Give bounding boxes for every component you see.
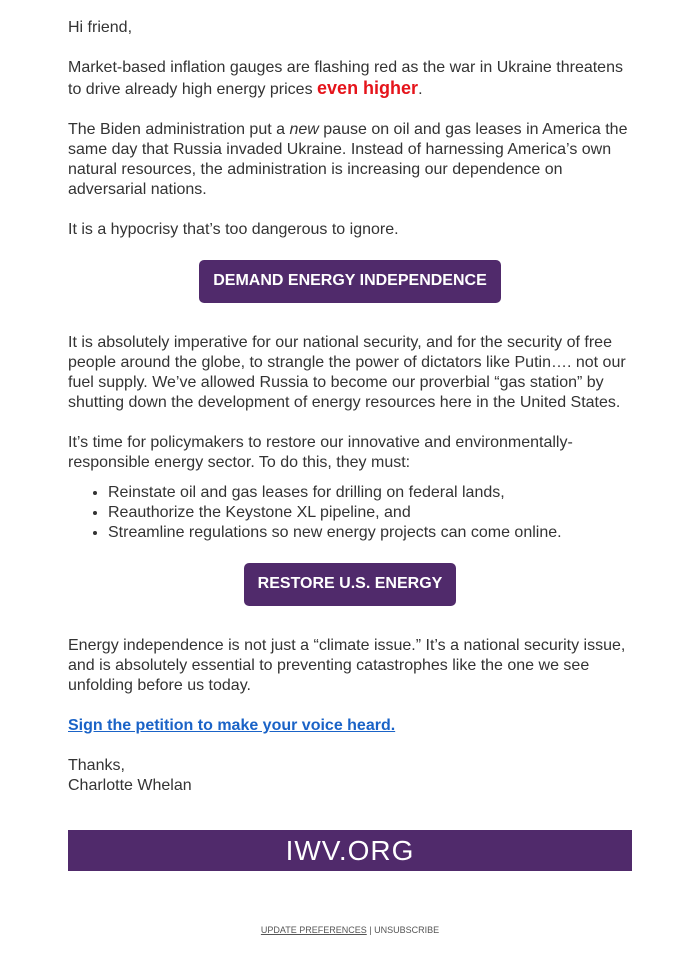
footer-separator: | bbox=[366, 925, 375, 935]
restore-us-energy-button[interactable]: RESTORE U.S. ENERGY bbox=[244, 563, 457, 606]
greeting: Hi friend, bbox=[68, 19, 133, 36]
list-item: • Reinstate oil and gas leases for drilling on federal lands, bbox=[108, 483, 632, 503]
signature: Charlotte Whelan bbox=[68, 777, 192, 794]
petition-paragraph bbox=[68, 716, 632, 736]
footer bbox=[0, 925, 700, 935]
unsubscribe-link[interactable]: UNSUBSCRIBE bbox=[374, 925, 440, 935]
paragraph-security: It is absolutely imperative for our national security, and for the security of free people around the globe, to strangle the power of dictators like Putin…. not our fuel supply. We’ve allowed Russia to become our proverbial “gas station” by shutting down the development of energy resources here in the United States. bbox=[68, 334, 626, 411]
signoff: Thanks, bbox=[68, 757, 125, 774]
paragraph-biden bbox=[68, 120, 632, 200]
paragraph-inflation-text: Market-based inflation gauges are flashing red as the war in Ukraine threatens to drive already high energy prices bbox=[68, 59, 623, 98]
update-preferences-link[interactable]: UPDATE PREFERENCES bbox=[260, 925, 367, 935]
signoff-block bbox=[68, 756, 632, 796]
list-item: • Reauthorize the Keystone XL pipeline, and bbox=[108, 503, 632, 523]
paragraph-hypocrisy: It is a hypocrisy that’s too dangerous to ignore. bbox=[68, 221, 399, 238]
email-body bbox=[68, 18, 632, 816]
list-item: • Streamline regulations so new energy projects can come online. bbox=[108, 523, 632, 543]
paragraph-inflation-end: . bbox=[418, 81, 423, 98]
italic-new: new bbox=[289, 121, 319, 138]
paragraph-biden-after: pause on oil and gas leases in America the same day that Russia invaded Ukraine. Instead of harnessing America’s own natural resources, the administration is increasing our dependence on adversarial nations. bbox=[68, 121, 628, 198]
paragraph-climate: Energy independence is not just a “climate issue.” It’s a national security issue, and is absolutely essential to preventing catastrophes like the one we see unfolding before us today. bbox=[68, 637, 626, 694]
button-row-1 bbox=[68, 260, 632, 303]
paragraph-policymakers: It’s time for policymakers to restore our innovative and environmentally-responsible energy sector. To do this, they must: bbox=[68, 434, 573, 471]
button-row-2 bbox=[68, 563, 632, 606]
paragraph-biden-before: The Biden administration put a bbox=[68, 121, 290, 138]
demands-list bbox=[68, 483, 632, 543]
paragraph-inflation bbox=[68, 58, 632, 100]
petition-link[interactable]: Sign the petition to make your voice heard. bbox=[68, 717, 396, 734]
iwv-banner[interactable]: IWV.ORG bbox=[68, 830, 632, 871]
highlight-text: even higher bbox=[317, 78, 419, 98]
demand-energy-independence-button[interactable]: DEMAND ENERGY INDEPENDENCE bbox=[199, 260, 501, 303]
